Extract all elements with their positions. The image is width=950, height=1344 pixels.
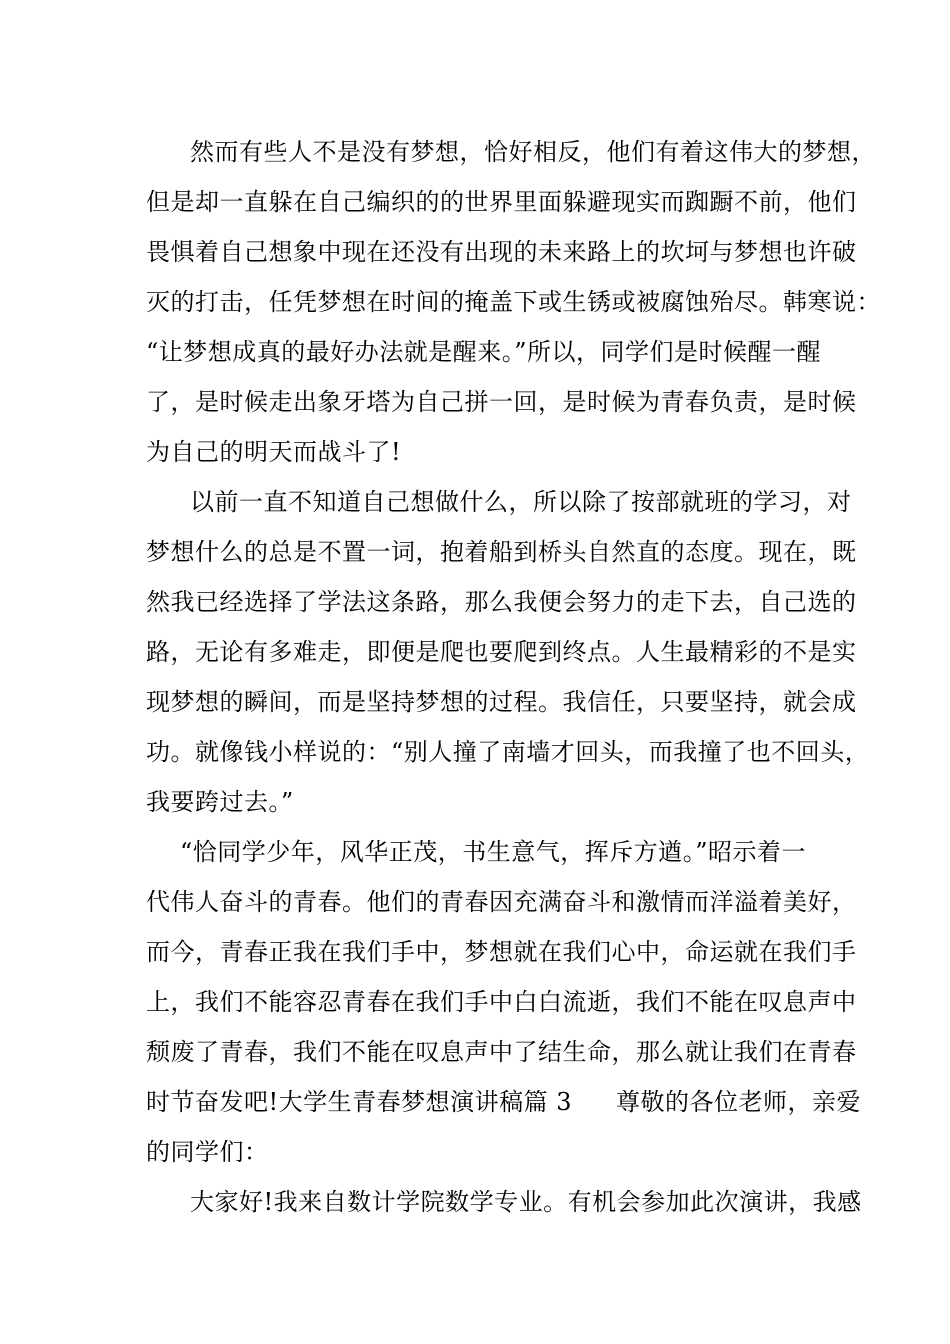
- text-line: 功。就像钱小样说的：“别人撞了南墙才回头，而我撞了也不回头，: [146, 738, 870, 766]
- text-line: 畏惧着自己想象中现在还没有出现的未来路上的坎坷与梦想也许破: [146, 238, 857, 266]
- text-line: 梦想什么的总是不置一词，抱着船到桥头自然直的态度。现在，既: [146, 538, 857, 566]
- text-line: 然而有些人不是没有梦想，恰好相反，他们有着这伟大的梦想，: [190, 138, 876, 166]
- text-line: “恰同学少年，风华正茂，书生意气，挥斥方遒。”昭示着一: [180, 838, 807, 866]
- text-line: 现梦想的瞬间，而是坚持梦想的过程。我信任，只要坚持，就会成: [146, 688, 857, 716]
- text-line: 灭的打击，任凭梦想在时间的掩盖下或生锈或被腐蚀殆尽。韩寒说：: [146, 288, 881, 316]
- text-line: 而今，青春正我在我们手中，梦想就在我们心中，命运就在我们手: [146, 938, 857, 966]
- text-line: “让梦想成真的最好办法就是醒来。”所以，同学们是时候醒一醒: [146, 338, 822, 366]
- section-heading-inline: 时节奋发吧!大学生青春梦想演讲稿篇 3: [146, 1088, 573, 1116]
- text-line: [146, 1087, 861, 1117]
- text-line: 上，我们不能容忍青春在我们手中白白流逝，我们不能在叹息声中: [146, 988, 857, 1016]
- text-line: 了，是时候走出象牙塔为自己拼一回，是时候为青春负责，是时候: [146, 388, 857, 416]
- text-line: 大家好!我来自数计学院数学专业。有机会参加此次演讲，我感: [190, 1188, 862, 1216]
- text-line: 代伟人奋斗的青春。他们的青春因充满奋斗和激情而洋溢着美好，: [146, 888, 857, 916]
- text-line: 颓废了青春，我们不能在叹息声中了结生命，那么就让我们在青春: [146, 1038, 857, 1066]
- text-line: 但是却一直躲在自己编织的的世界里面躲避现实而踟蹰不前，他们: [146, 188, 857, 216]
- salutation-start: 尊敬的各位老师，亲爱: [616, 1088, 862, 1116]
- text-line: 以前一直不知道自己想做什么，所以除了按部就班的学习，对: [190, 488, 852, 516]
- text-line: 为自己的明天而战斗了!: [146, 438, 402, 466]
- text-line: 路，无论有多难走，即便是爬也要爬到终点。人生最精彩的不是实: [146, 638, 857, 666]
- text-line: 的同学们：: [146, 1138, 269, 1166]
- text-line: 然我已经选择了学法这条路，那么我便会努力的走下去，自己选的: [146, 588, 857, 616]
- text-line: 我要跨过去。”: [146, 788, 294, 816]
